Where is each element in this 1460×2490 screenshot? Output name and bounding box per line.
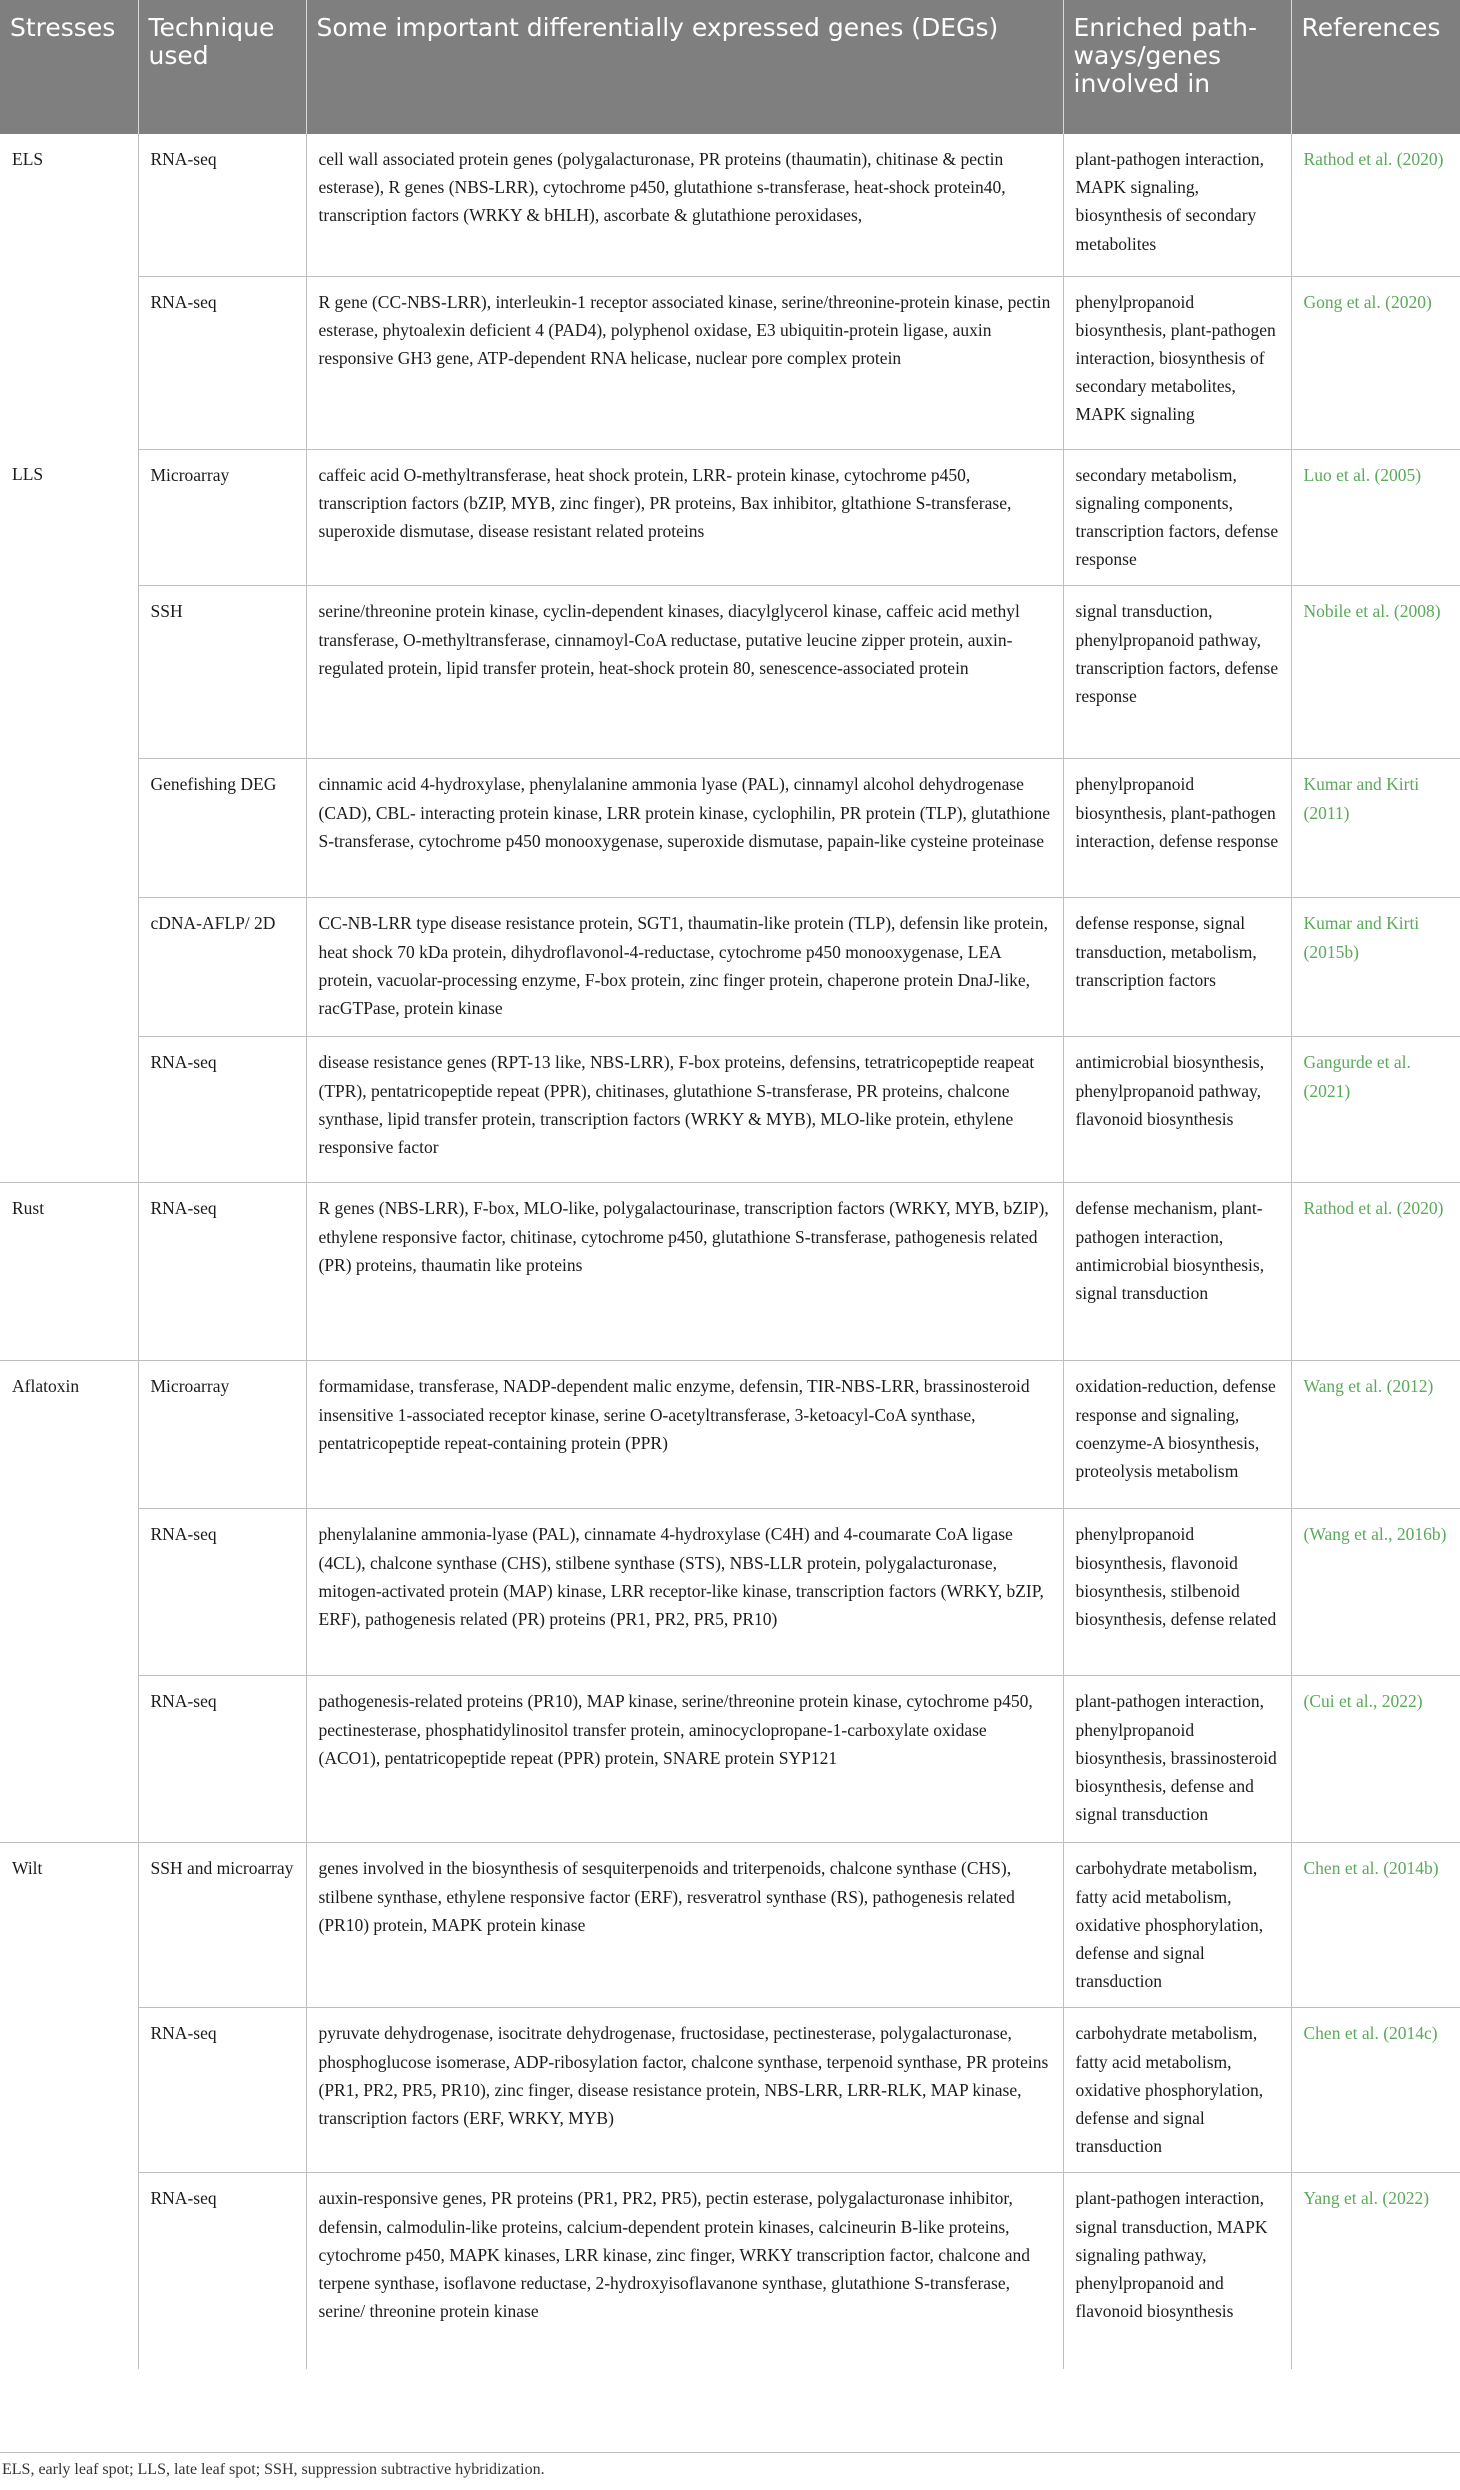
table-row: [0, 2008, 1460, 2173]
technique-cell: RNA-seq: [138, 1509, 306, 1676]
header-stresses: Stresses: [0, 0, 138, 134]
technique-cell: RNA-seq: [138, 2008, 306, 2173]
pathways-cell: secondary metabolism, signaling components, transcription factors, defense response: [1063, 449, 1291, 586]
degs-cell: caffeic acid O-methyltransferase, heat shock protein, LRR- protein kinase, cytochrome p450, transcription factors (bZIP, MYB, zinc finger), PR proteins, Bax inhibitor, gltathione S-transferase, superoxide dismutase, disease resistant related proteins: [306, 449, 1063, 586]
reference-link[interactable]: Gong et al. (2020): [1291, 276, 1460, 449]
degs-cell: disease resistance genes (RPT-13 like, NBS-LRR), F-box proteins, defensins, tetratricopeptide reapeat (TPR), pentatricopeptide repeat (PPR), chitinases, glutathione S-transferase, PR proteins, chalcone synthase, lipid transfer protein, transcription factors (WRKY & MYB), MLO-like protein, ethylene responsive factor: [306, 1037, 1063, 1183]
degs-cell: pyruvate dehydrogenase, isocitrate dehydrogenase, fructosidase, pectinesterase, polygalacturonase, phosphoglucose isomerase, ADP-ribosylation factor, chalcone synthase, terpenoid synthase, PR proteins (PR1, PR2, PR5, PR10), zinc finger, disease resistance protein, NBS-LRR, LRR-RLK, MAP kinase, transcription factors (ERF, WRKY, MYB): [306, 2008, 1063, 2173]
reference-link[interactable]: Gangurde et al. (2021): [1291, 1037, 1460, 1183]
header-pathways: Enriched path-ways/genes involved in: [1063, 0, 1291, 134]
table-row: [0, 2173, 1460, 2369]
reference-link[interactable]: Kumar and Kirti (2015b): [1291, 898, 1460, 1037]
technique-cell: RNA-seq: [138, 1676, 306, 1843]
degs-cell: pathogenesis-related proteins (PR10), MAP kinase, serine/threonine protein kinase, cytochrome p450, pectinesterase, phosphatidylinositol transfer protein, aminocyclopropane-1-carboxylate oxidase (ACO1), pentatricopeptide repeat (PPR) protein, SNARE protein SYP121: [306, 1676, 1063, 1843]
table-row: [0, 276, 1460, 449]
table-row: [0, 134, 1460, 276]
degs-cell: formamidase, transferase, NADP-dependent malic enzyme, defensin, TIR-NBS-LRR, brassinosteroid insensitive 1-associated receptor kinase, serine O-acetyltransferase, 3-ketoacyl-CoA synthase, pentatricopeptide repeat-containing protein (PPR): [306, 1361, 1063, 1509]
header-degs: Some important differentially expressed genes (DEGs): [306, 0, 1063, 134]
table-header-row: [0, 0, 1460, 134]
stress-label: Wilt: [0, 1843, 138, 2369]
technique-cell: Microarray: [138, 1361, 306, 1509]
reference-link[interactable]: (Wang et al., 2016b): [1291, 1509, 1460, 1676]
table-bottom-rule: [0, 2452, 1460, 2453]
stress-label: LLS: [0, 449, 138, 1183]
table-row: [0, 1843, 1460, 2008]
table-row: [0, 898, 1460, 1037]
technique-cell: RNA-seq: [138, 1183, 306, 1361]
table-row: [0, 1037, 1460, 1183]
degs-cell: serine/threonine protein kinase, cyclin-dependent kinases, diacylglycerol kinase, caffeic acid methyl transferase, O-methyltransferase, cinnamoyl-CoA reductase, putative leucine zipper protein, auxin-regulated protein, lipid transfer protein, heat-shock protein 80, senescence-associated protein: [306, 586, 1063, 759]
pathways-cell: phenylpropanoid biosynthesis, plant-pathogen interaction, defense response: [1063, 759, 1291, 898]
degs-cell: phenylalanine ammonia-lyase (PAL), cinnamate 4-hydroxylase (C4H) and 4-coumarate CoA ligase (4CL), chalcone synthase (CHS), stilbene synthase (STS), NBS-LLR protein, polygalacturonase, mitogen-activated protein (MAP) kinase, LRR receptor-like kinase, transcription factors (WRKY, bZIP, ERF), pathogenesis related (PR) proteins (PR1, PR2, PR5, PR10): [306, 1509, 1063, 1676]
table-row: [0, 449, 1460, 586]
technique-cell: RNA-seq: [138, 2173, 306, 2369]
pathways-cell: signal transduction, phenylpropanoid pathway, transcription factors, defense response: [1063, 586, 1291, 759]
pathways-cell: plant-pathogen interaction, MAPK signaling, biosynthesis of secondary metabolites: [1063, 134, 1291, 276]
degs-cell: cell wall associated protein genes (polygalacturonase, PR proteins (thaumatin), chitinase & pectin esterase), R genes (NBS-LRR), cytochrome p450, glutathione s-transferase, heat-shock protein40, transcription factors (WRKY & bHLH), ascorbate & glutathione peroxidases,: [306, 134, 1063, 276]
header-references: References: [1291, 0, 1460, 134]
table-row: [0, 586, 1460, 759]
stress-label: Aflatoxin: [0, 1361, 138, 1843]
pathways-cell: plant-pathogen interaction, phenylpropanoid biosynthesis, brassinosteroid biosynthesis, defense and signal transduction: [1063, 1676, 1291, 1843]
reference-link[interactable]: (Cui et al., 2022): [1291, 1676, 1460, 1843]
reference-link[interactable]: Luo et al. (2005): [1291, 449, 1460, 586]
technique-cell: SSH and microarray: [138, 1843, 306, 2008]
technique-cell: SSH: [138, 586, 306, 759]
reference-link[interactable]: Chen et al. (2014b): [1291, 1843, 1460, 2008]
table-row: [0, 759, 1460, 898]
technique-cell: cDNA-AFLP/ 2D: [138, 898, 306, 1037]
technique-cell: Microarray: [138, 449, 306, 586]
reference-link[interactable]: Chen et al. (2014c): [1291, 2008, 1460, 2173]
technique-cell: Genefishing DEG: [138, 759, 306, 898]
reference-link[interactable]: Rathod et al. (2020): [1291, 134, 1460, 276]
technique-cell: RNA-seq: [138, 134, 306, 276]
pathways-cell: oxidation-reduction, defense response and signaling, coenzyme-A biosynthesis, proteolysis metabolism: [1063, 1361, 1291, 1509]
table-row: [0, 1676, 1460, 1843]
degs-cell: auxin-responsive genes, PR proteins (PR1, PR2, PR5), pectin esterase, polygalacturonase inhibitor, defensin, calmodulin-like proteins, calcium-dependent protein kinases, calcineurin B-like proteins, cytochrome p450, MAPK kinases, LRR kinase, zinc finger, WRKY transcription factor, chalcone and terpene synthase, isoflavone reductase, 2-hydroxyisoflavanone synthase, glutathione S-transferase, serine/ threonine protein kinase: [306, 2173, 1063, 2369]
pathways-cell: phenylpropanoid biosynthesis, plant-pathogen interaction, biosynthesis of secondary metabolites, MAPK signaling: [1063, 276, 1291, 449]
table-row: [0, 1183, 1460, 1361]
header-technique: Technique used: [138, 0, 306, 134]
pathways-cell: carbohydrate metabolism, fatty acid metabolism, oxidative phosphorylation, defense and signal transduction: [1063, 2008, 1291, 2173]
pathways-cell: antimicrobial biosynthesis, phenylpropanoid pathway, flavonoid biosynthesis: [1063, 1037, 1291, 1183]
pathways-cell: defense response, signal transduction, metabolism, transcription factors: [1063, 898, 1291, 1037]
degs-cell: genes involved in the biosynthesis of sesquiterpenoids and triterpenoids, chalcone synthase (CHS), stilbene synthase, ethylene responsive factor (ERF), resveratrol synthase (RS), pathogenesis related (PR10) protein, MAPK protein kinase: [306, 1843, 1063, 2008]
reference-link[interactable]: Rathod et al. (2020): [1291, 1183, 1460, 1361]
stress-label: Rust: [0, 1183, 138, 1361]
degs-cell: R gene (CC-NBS-LRR), interleukin-1 receptor associated kinase, serine/threonine-protein kinase, pectin esterase, phytoalexin deficient 4 (PAD4), polyphenol oxidase, E3 ubiquitin-protein ligase, auxin responsive GH3 gene, ATP-dependent RNA helicase, nuclear pore complex protein: [306, 276, 1063, 449]
table-row: [0, 1361, 1460, 1509]
degs-cell: CC-NB-LRR type disease resistance protein, SGT1, thaumatin-like protein (TLP), defensin like protein, heat shock 70 kDa protein, dihydroflavonol-4-reductase, cytochrome p450 monooxygenase, LEA protein, vacuolar-processing enzyme, F-box protein, zinc finger protein, chaperone protein DnaJ-like, racGTPase, protein kinase: [306, 898, 1063, 1037]
pathways-cell: phenylpropanoid biosynthesis, flavonoid biosynthesis, stilbenoid biosynthesis, defense related: [1063, 1509, 1291, 1676]
reference-link[interactable]: Nobile et al. (2008): [1291, 586, 1460, 759]
degs-cell: R genes (NBS-LRR), F-box, MLO-like, polygalactourinase, transcription factors (WRKY, MYB, bZIP), ethylene responsive factor, chitinase, cytochrome p450, glutathione S-transferase, pathogenesis related (PR) proteins, thaumatin like proteins: [306, 1183, 1063, 1361]
technique-cell: RNA-seq: [138, 1037, 306, 1183]
pathways-cell: plant-pathogen interaction, signal transduction, MAPK signaling pathway, phenylpropanoid and flavonoid biosynthesis: [1063, 2173, 1291, 2369]
reference-link[interactable]: Yang et al. (2022): [1303, 2188, 1430, 2209]
table-row: [0, 1509, 1460, 1676]
reference-link[interactable]: Kumar and Kirti (2011): [1291, 759, 1460, 898]
degs-cell: cinnamic acid 4-hydroxylase, phenylalanine ammonia lyase (PAL), cinnamyl alcohol dehydrogenase (CAD), CBL- interacting protein kinase, LRR protein kinase, cyclophilin, PR protein (TLP), glutathione S-transferase, cytochrome p450 monooxygenase, superoxide dismutase, papain-like cysteine proteinase: [306, 759, 1063, 898]
technique-cell: RNA-seq: [138, 276, 306, 449]
pathways-cell: defense mechanism, plant-pathogen interaction, antimicrobial biosynthesis, signal transduction: [1063, 1183, 1291, 1361]
reference-link[interactable]: Wang et al. (2012): [1291, 1361, 1460, 1509]
table-footnote: ELS, early leaf spot; LLS, late leaf spot; SSH, suppression subtractive hybridization.: [2, 2461, 545, 2478]
pathways-cell: carbohydrate metabolism, fatty acid metabolism, oxidative phosphorylation, defense and signal transduction: [1063, 1843, 1291, 2008]
stress-label: ELS: [0, 134, 138, 449]
